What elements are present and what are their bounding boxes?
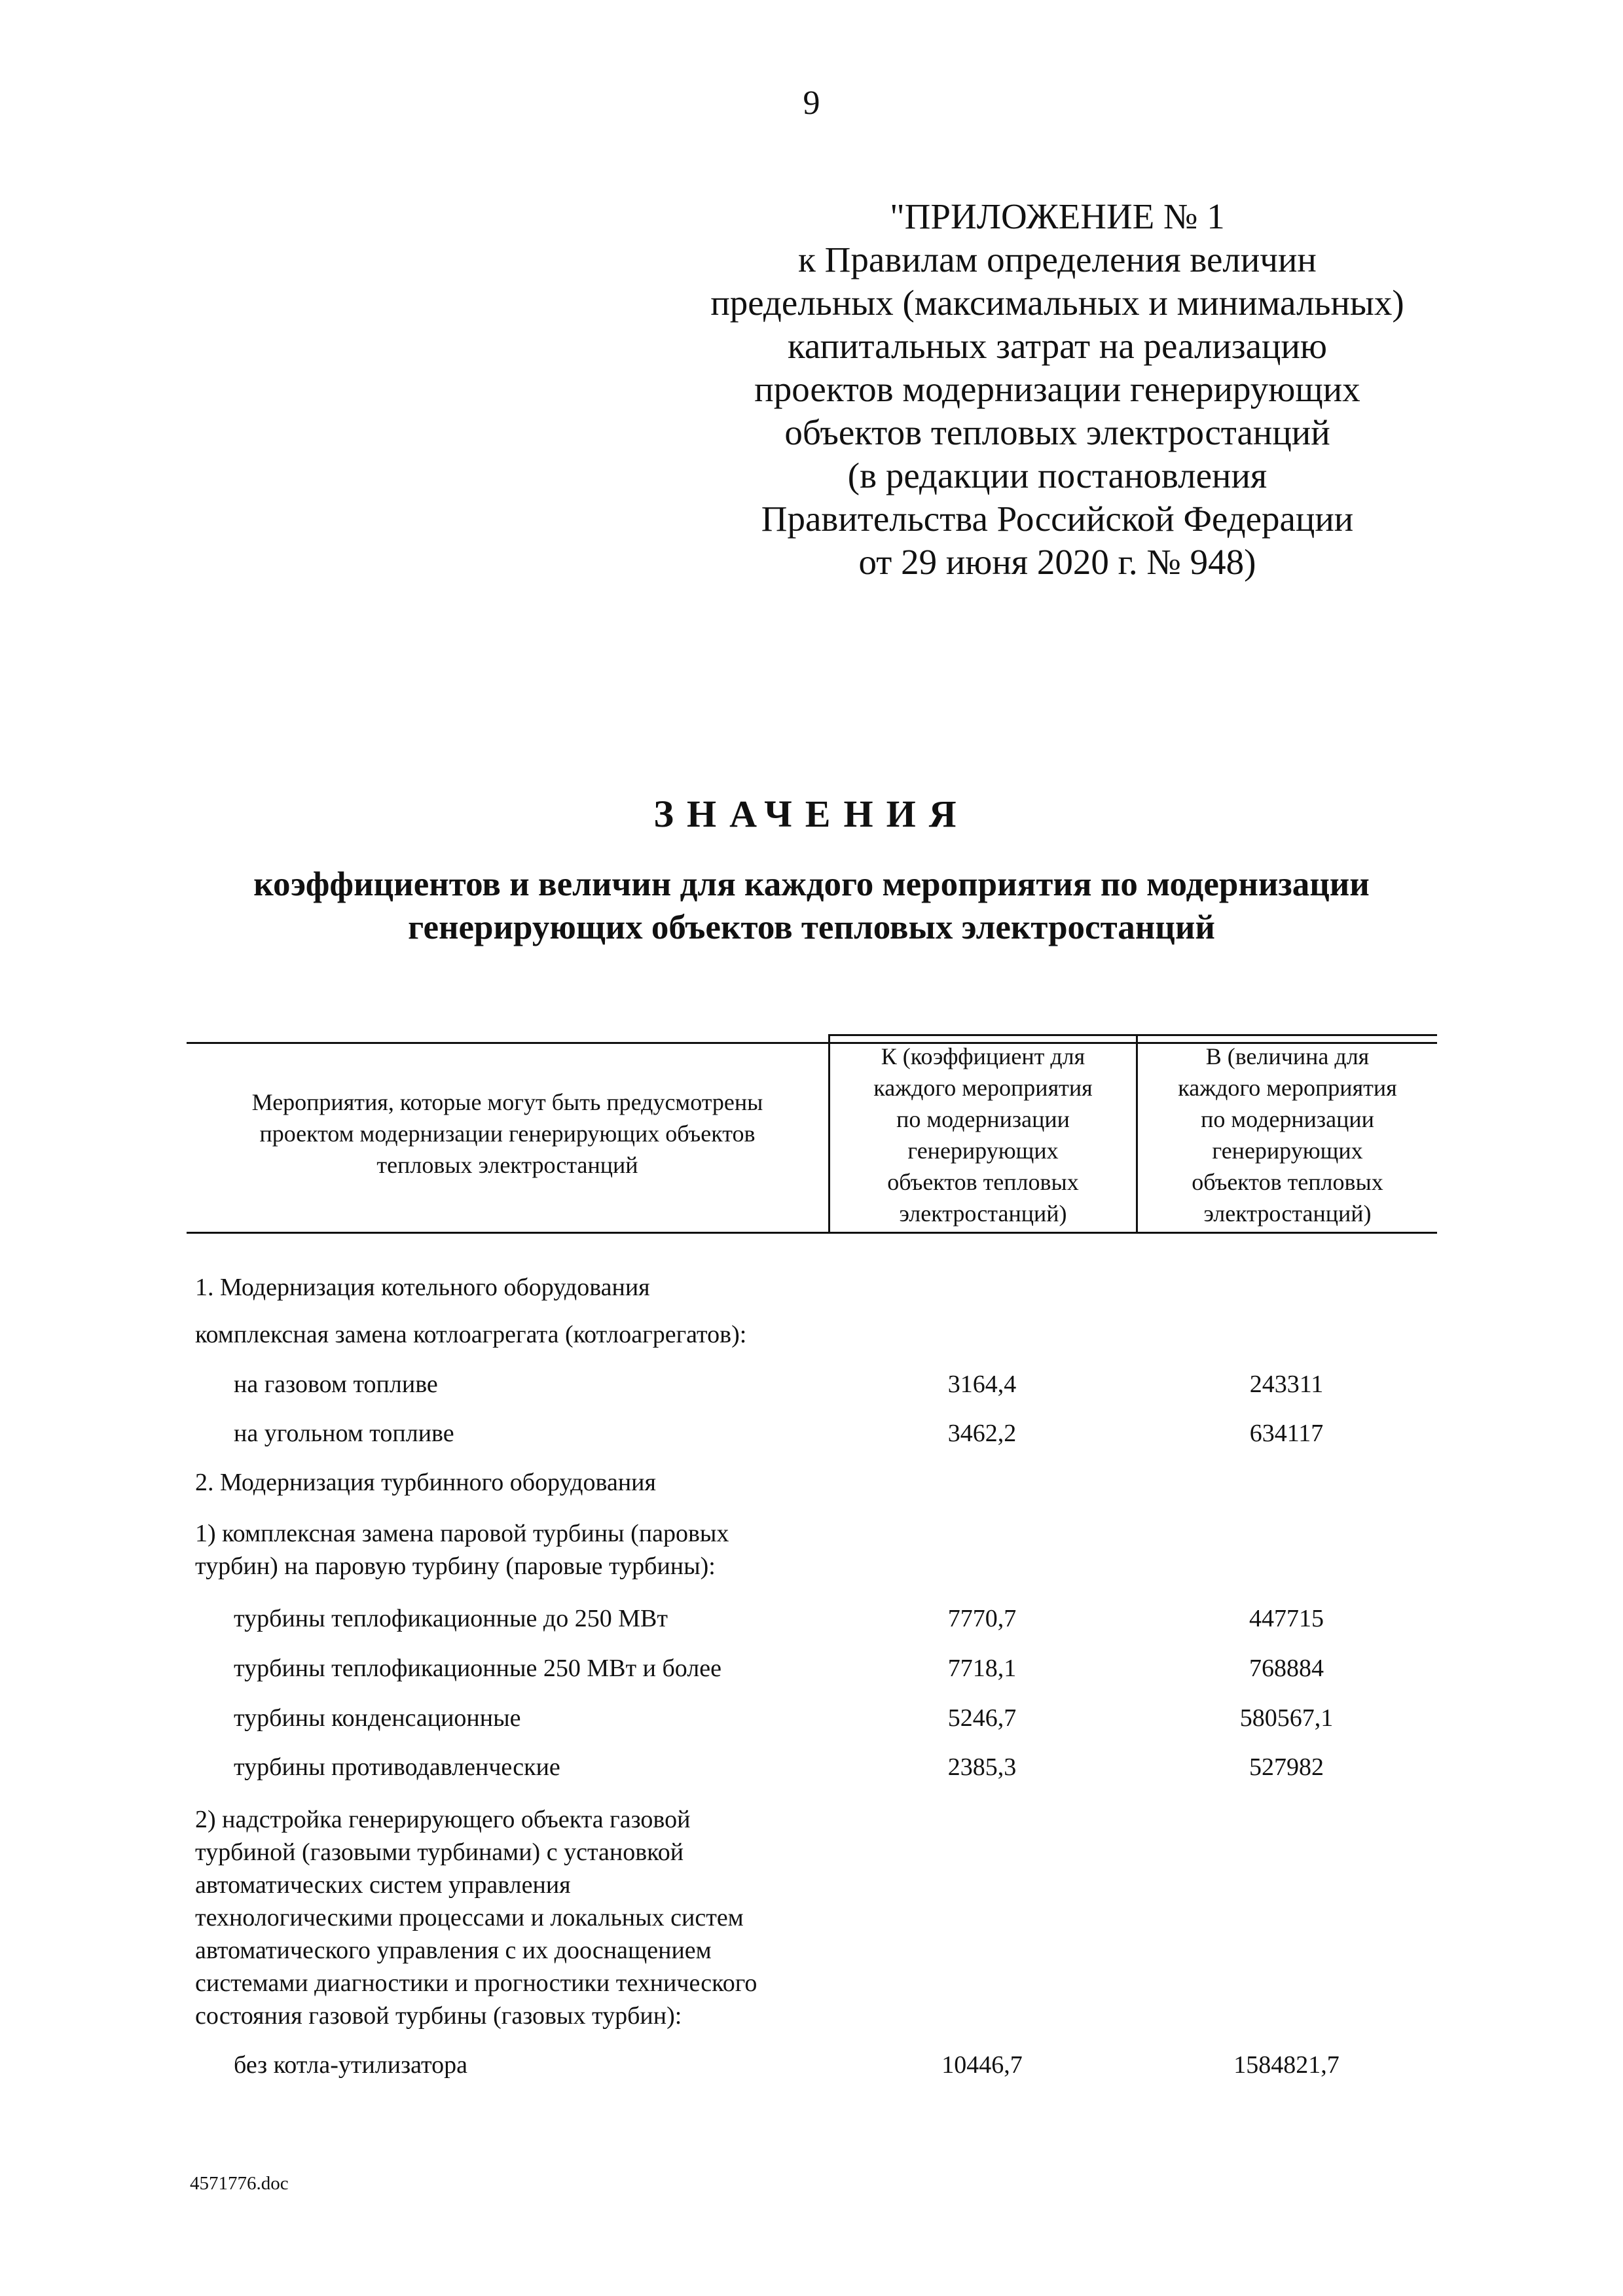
row-k-value: 5246,7: [947, 1704, 1017, 1732]
subtitle-line-1: коэффициентов и величин для каждого мероприятия по модернизации: [253, 865, 1370, 903]
annex-line: объектов тепловых электростанций: [784, 412, 1330, 452]
annex-line: проектов модернизации генерирующих: [754, 369, 1360, 409]
row-label: комплексная замена котлоагрегата (котлоагрегатов):: [195, 1321, 747, 1348]
annex-line: (в редакции постановления: [847, 456, 1267, 495]
row-k-value: 3462,2: [947, 1420, 1017, 1447]
annex-header: [655, 195, 1460, 584]
row-label: 2) надстройка генерирующего объекта газовой турбиной (газовыми турбинами) с установкой автоматических систем управления технологическими процессами и локальных систем автоматического управления с их дооснащением системами диагностики и прогностики технического состояния газовой турбины (газовых турбин):: [195, 1806, 757, 2030]
row-label: на газовом топливе: [234, 1371, 438, 1398]
row-label: на угольном топливе: [234, 1420, 454, 1447]
header-measures: Мероприятия, которые могут быть предусмотрены проектом модернизации генерирующих объектов тепловых электростанций: [251, 1089, 763, 1178]
row-label: без котла-утилизатора: [234, 2051, 467, 2079]
row-k-value: 7770,7: [947, 1605, 1017, 1632]
row-label: турбины противодавленческие: [234, 1753, 560, 1781]
row-b-value: 527982: [1249, 1753, 1324, 1781]
row-b-value: 580567,1: [1239, 1704, 1334, 1732]
row-k-value: 3164,4: [947, 1371, 1017, 1398]
annex-line: Правительства Российской Федерации: [761, 499, 1354, 539]
annex-line: капитальных затрат на реализацию: [788, 326, 1327, 366]
annex-line: от 29 июня 2020 г. № 948): [858, 542, 1256, 582]
header-k-coefficient: К (коэффициент для каждого мероприятия по модернизации генерирующих объектов тепловых электростанций): [873, 1043, 1093, 1227]
row-b-value: 447715: [1249, 1605, 1324, 1632]
document-title: ЗНАЧЕНИЯ: [653, 793, 970, 835]
annex-line: "ПРИЛОЖЕНИЕ № 1: [890, 196, 1225, 236]
row-k-value: 2385,3: [947, 1753, 1017, 1781]
row-b-value: 243311: [1249, 1371, 1324, 1398]
row-label: 2. Модернизация турбинного оборудования: [195, 1469, 656, 1496]
row-label: турбины теплофикационные 250 МВт и более: [234, 1655, 721, 1682]
row-label: турбины конденсационные: [234, 1704, 521, 1732]
document-subtitle: [131, 863, 1492, 949]
row-k-value: 7718,1: [947, 1655, 1017, 1682]
row-k-value: 10446,7: [941, 2051, 1023, 2079]
document-code: 4571776.doc: [190, 2173, 289, 2194]
row-label: 1) комплексная замена паровой турбины (паровых турбин) на паровую турбину (паровые турбины):: [195, 1520, 729, 1580]
table-top-rule: [828, 1034, 1437, 1036]
row-label: турбины теплофикационные до 250 МВт: [234, 1605, 668, 1632]
page-number: 9: [803, 84, 820, 122]
row-b-value: 1584821,7: [1233, 2051, 1340, 2079]
table-header-bottom-rule: [187, 1232, 1437, 1234]
annex-line: к Правилам определения величин: [798, 240, 1317, 279]
header-b-value: В (величина для каждого мероприятия по модернизации генерирующих объектов тепловых электростанций): [1178, 1043, 1397, 1227]
row-b-value: 634117: [1249, 1420, 1324, 1447]
subtitle-line-2: генерирующих объектов тепловых электростанций: [408, 908, 1215, 946]
row-label: 1. Модернизация котельного оборудования: [195, 1274, 650, 1301]
row-b-value: 768884: [1249, 1655, 1324, 1682]
annex-line: предельных (максимальных и минимальных): [710, 283, 1404, 323]
